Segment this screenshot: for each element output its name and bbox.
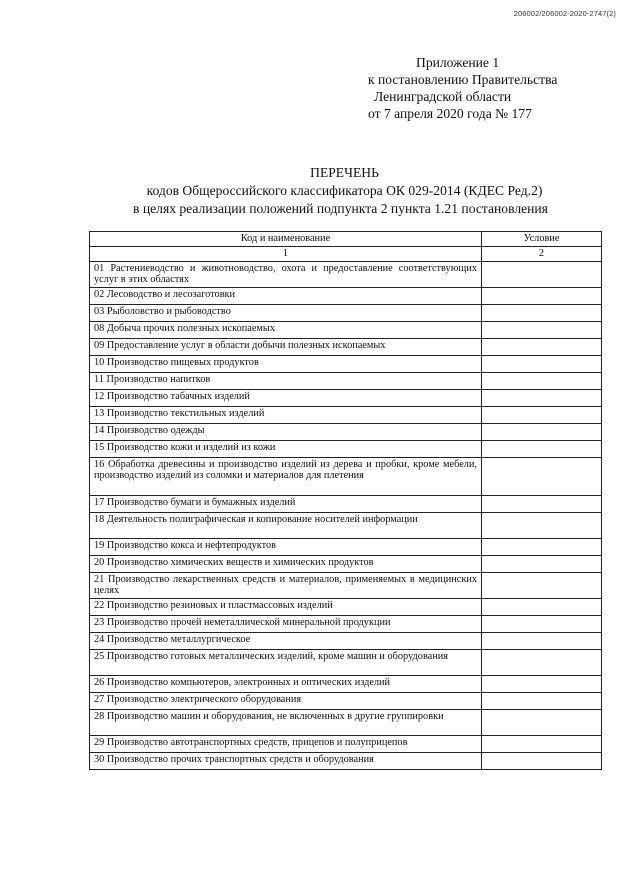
table-row xyxy=(90,407,602,424)
row-name: 25 Производство готовых металлических изделий, кроме машин и оборудования xyxy=(90,650,482,676)
title-line-1: ПЕРЕЧЕНЬ xyxy=(310,165,379,180)
row-name: 09 Предоставление услуг в области добычи полезных ископаемых xyxy=(90,339,482,356)
table-row xyxy=(90,496,602,513)
table-row xyxy=(90,288,602,305)
row-condition xyxy=(481,513,601,539)
table-row xyxy=(90,710,602,736)
row-name: 12 Производство табачных изделий xyxy=(90,390,482,407)
column-header-condition: Условие xyxy=(481,232,601,247)
table-row xyxy=(90,424,602,441)
row-condition xyxy=(481,496,601,513)
row-condition xyxy=(481,458,601,496)
row-name: 03 Рыболовство и рыбоводство xyxy=(90,305,482,322)
row-condition xyxy=(481,262,601,288)
table-row xyxy=(90,556,602,573)
table-row xyxy=(90,676,602,693)
row-condition xyxy=(481,650,601,676)
row-name: 01 Растениеводство и животноводство, охота и предоставление соответствующих услуг в этих областях xyxy=(90,262,482,288)
column-header-code-name: Код и наименование xyxy=(90,232,482,247)
table-row xyxy=(90,513,602,539)
row-name: 18 Деятельность полиграфическая и копирование носителей информации xyxy=(90,513,482,539)
appendix-line-1: Приложение 1 xyxy=(416,55,500,70)
title-line-3: в целях реализации положений подпункта 2 пункта 1.21 постановления xyxy=(133,201,548,216)
row-condition xyxy=(481,441,601,458)
row-name: 08 Добыча прочих полезных ископаемых xyxy=(90,322,482,339)
row-name: 02 Лесоводство и лесозаготовки xyxy=(90,288,482,305)
row-condition xyxy=(481,736,601,753)
row-name: 23 Производство прочей неметаллической минеральной продукции xyxy=(90,616,482,633)
row-name: 14 Производство одежды xyxy=(90,424,482,441)
row-name: 10 Производство пищевых продуктов xyxy=(90,356,482,373)
row-name: 30 Производство прочих транспортных средств и оборудования xyxy=(90,753,482,770)
table-row xyxy=(90,458,602,496)
table-row xyxy=(90,390,602,407)
table-row xyxy=(90,305,602,322)
row-condition xyxy=(481,339,601,356)
table-row xyxy=(90,633,602,650)
row-condition xyxy=(481,676,601,693)
row-condition xyxy=(481,356,601,373)
row-name: 17 Производство бумаги и бумажных изделий xyxy=(90,496,482,513)
table-row xyxy=(90,753,602,770)
row-name: 13 Производство текстильных изделий xyxy=(90,407,482,424)
column-number-row xyxy=(90,247,602,262)
table-row xyxy=(90,441,602,458)
row-name: 29 Производство автотранспортных средств, прицепов и полуприцепов xyxy=(90,736,482,753)
row-name: 26 Производство компьютеров, электронных и оптических изделий xyxy=(90,676,482,693)
row-condition xyxy=(481,633,601,650)
table-row xyxy=(90,693,602,710)
row-name: 27 Производство электрического оборудования xyxy=(90,693,482,710)
table-row xyxy=(90,356,602,373)
table-row xyxy=(90,322,602,339)
table-row xyxy=(90,573,602,599)
table-row xyxy=(90,616,602,633)
appendix-header xyxy=(368,54,557,122)
document-id-stamp: 206002/206002-2020-2747(2) xyxy=(513,9,616,18)
title-line-2: кодов Общероссийского классификатора ОК 029-2014 (КДЕС Ред.2) xyxy=(146,183,543,198)
row-name: 20 Производство химических веществ и химических продуктов xyxy=(90,556,482,573)
table-row xyxy=(90,339,602,356)
row-condition xyxy=(481,693,601,710)
codes-table xyxy=(89,231,602,770)
row-condition xyxy=(481,599,601,616)
appendix-line-2: к постановлению Правительства xyxy=(368,72,558,87)
row-name: 24 Производство металлургическое xyxy=(90,633,482,650)
row-condition xyxy=(481,556,601,573)
table-row xyxy=(90,736,602,753)
column-number-2: 2 xyxy=(481,247,601,262)
row-name: 11 Производство напитков xyxy=(90,373,482,390)
row-name: 21 Производство лекарственных средств и материалов, применяемых в медицинских целях xyxy=(90,573,482,599)
row-condition xyxy=(481,373,601,390)
row-condition xyxy=(481,407,601,424)
row-name: 15 Производство кожи и изделий из кожи xyxy=(90,441,482,458)
row-condition xyxy=(481,616,601,633)
table-header-row xyxy=(90,232,602,247)
row-name: 22 Производство резиновых и пластмассовых изделий xyxy=(90,599,482,616)
row-name: 19 Производство кокса и нефтепродуктов xyxy=(90,539,482,556)
row-name: 16 Обработка древесины и производство изделий из дерева и пробки, кроме мебели, производство изделий из соломки и материалов для плетения xyxy=(90,458,482,496)
table-row xyxy=(90,650,602,676)
document-title xyxy=(0,164,639,218)
appendix-line-3: Ленинградской области xyxy=(374,89,512,104)
row-condition xyxy=(481,424,601,441)
table-row xyxy=(90,539,602,556)
table-row xyxy=(90,373,602,390)
row-condition xyxy=(481,573,601,599)
row-condition xyxy=(481,322,601,339)
row-name: 28 Производство машин и оборудования, не включенных в другие группировки xyxy=(90,710,482,736)
row-condition xyxy=(481,305,601,322)
row-condition xyxy=(481,390,601,407)
table-row xyxy=(90,599,602,616)
table-row xyxy=(90,262,602,288)
column-number-1: 1 xyxy=(90,247,482,262)
row-condition xyxy=(481,288,601,305)
row-condition xyxy=(481,710,601,736)
row-condition xyxy=(481,539,601,556)
row-condition xyxy=(481,753,601,770)
appendix-line-4: от 7 апреля 2020 года № 177 xyxy=(368,106,532,121)
